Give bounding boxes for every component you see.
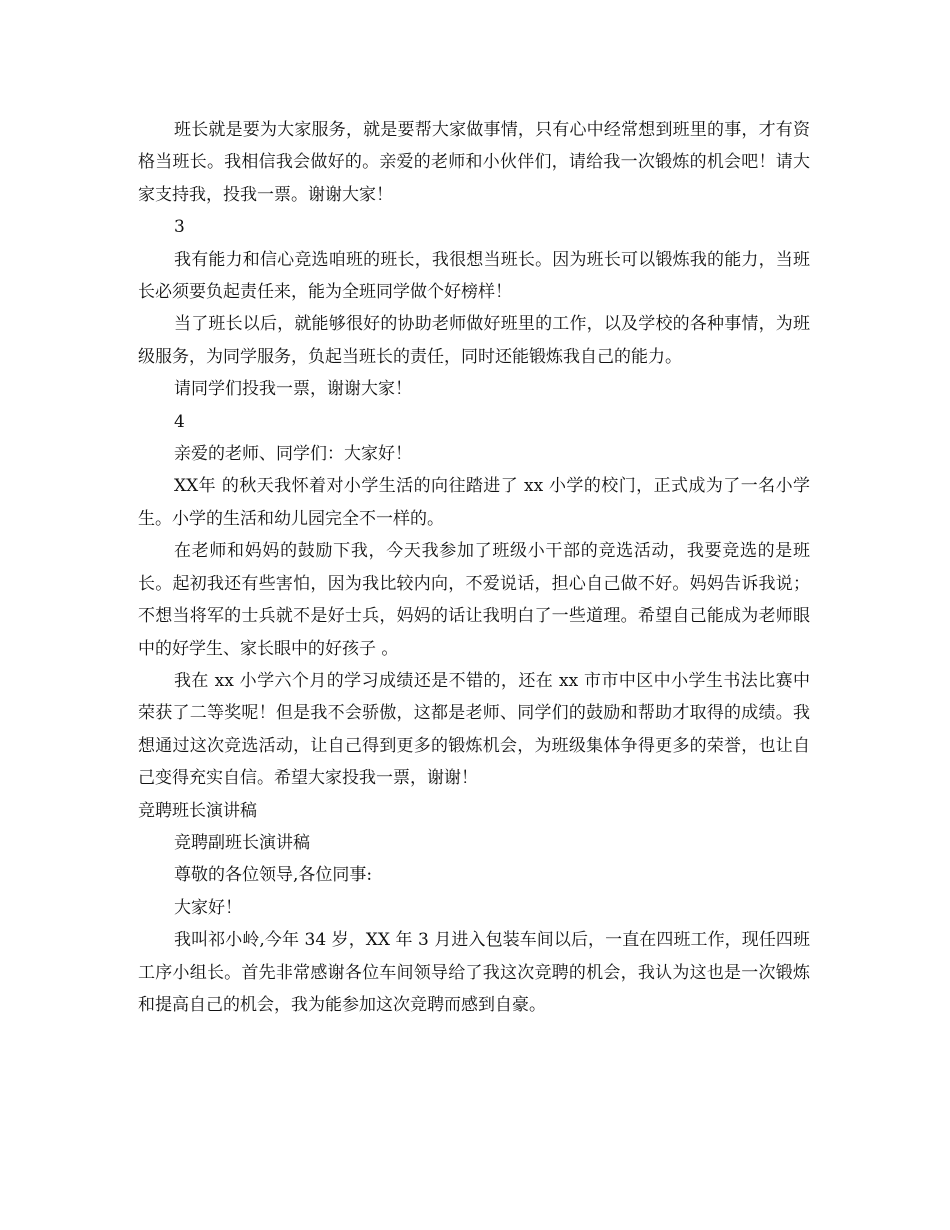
paragraph: 我有能力和信心竞选咱班的班长，我很想当班长。因为班长可以锻炼我的能力，当班长必须要负起责任来，能为全班同学做个好榜样！ — [138, 249, 810, 303]
paragraph: 在老师和妈妈的鼓励下我，今天我参加了班级小干部的竞选活动，我要竞选的是班长。起初我还有些害怕，因为我比较内向，不爱说话，担心自己做不好。妈妈告诉我说；不想当将军的士兵就不是好士兵，妈妈的话让我明白了一些道理。希望自己能成为老师眼中的好学生、家长眼中的好孩子 。 — [138, 541, 810, 659]
paragraph: 请同学们投我一票，谢谢大家！ — [174, 379, 412, 400]
paragraph: 当了班长以后，就能够很好的协助老师做好班里的工作，以及学校的各种事情，为班级服务，为同学服务，负起当班长的责任，同时还能锻炼我自己的能力。 — [138, 314, 810, 367]
document-body — [138, 114, 810, 1021]
greeting: 大家好！ — [174, 897, 242, 918]
greeting: 亲爱的老师、同学们：大家好！ — [174, 444, 412, 465]
paragraph: XX年 的秋天我怀着对小学生活的向往踏进了 xx 小学的校门，正式成为了一名小学生。小学的生活和幼儿园完全不一样的。 — [138, 476, 810, 529]
salutation: 尊敬的各位领导,各位同事: — [174, 865, 373, 886]
subheading: 竞聘副班长演讲稿 — [174, 832, 310, 853]
paragraph: 我在 xx 小学六个月的学习成绩还是不错的，还在 xx 市市中区中小学生书法比赛中荣获了二等奖呢！但是我不会骄傲，这都是老师、同学们的鼓励和帮助才取得的成绩。我想通过这次竞选活动，让自己得到更多的锻炼机会，为班级集体争得更多的荣誉，也让自己变得充实自信。希望大家投我一票，谢谢！ — [138, 670, 810, 789]
section-heading: 竞聘班长演讲稿 — [138, 800, 257, 821]
paragraph: 班长就是要为大家服务，就是要帮大家做事情，只有心中经常想到班里的事，才有资格当班长。我相信我会做好的。亲爱的老师和小伙伴们，请给我一次锻炼的机会吧！请大家支持我，投我一票。谢谢大家！ — [138, 120, 810, 205]
section-number: 3 — [174, 217, 185, 238]
paragraph: 我叫祁小岭,今年 34 岁，XX 年 3 月进入包装车间以后，一直在四班工作，现任四班工序小组长。首先非常感谢各位车间领导给了我这次竞聘的机会，我认为这也是一次锻炼和提高自己的机会，我为能参加这次竞聘而感到自豪。 — [138, 930, 810, 1015]
section-number: 4 — [174, 411, 185, 432]
